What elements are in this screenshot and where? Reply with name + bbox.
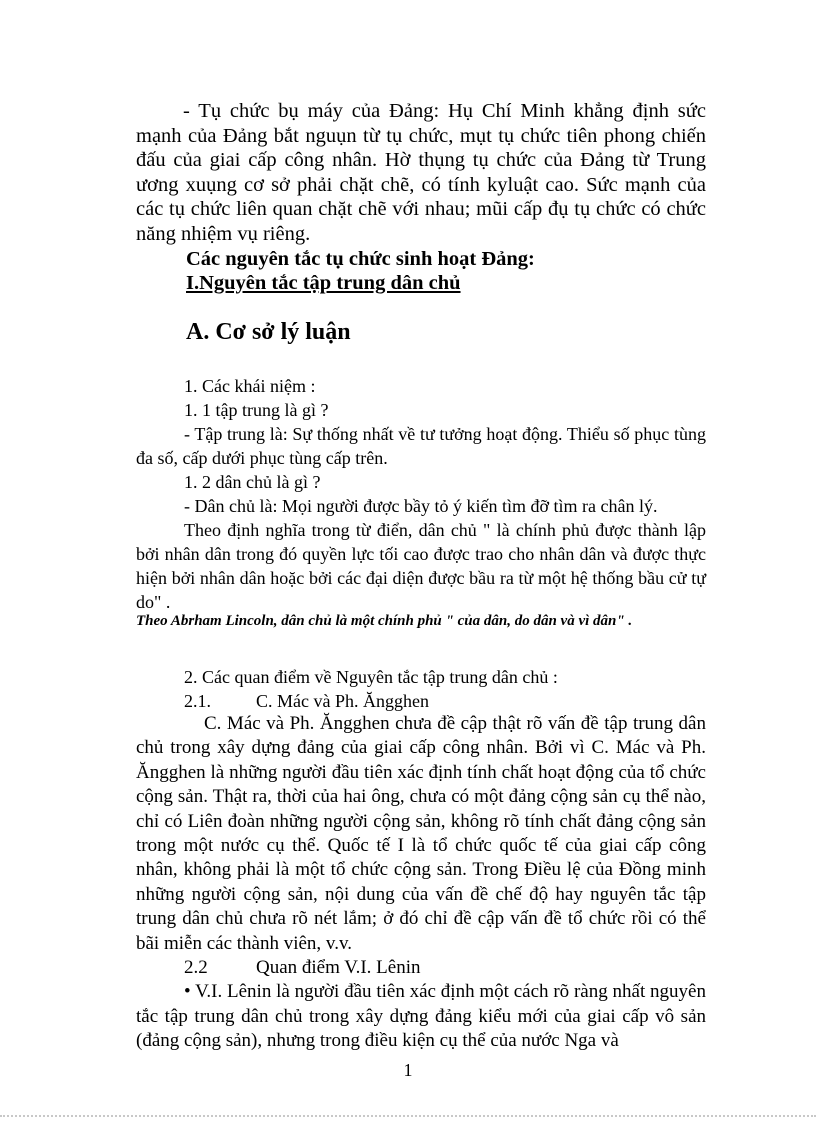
page-bottom-divider — [0, 1115, 816, 1117]
section-2-1-heading — [136, 689, 706, 713]
paragraph-lenin: • V.I. Lênin là người đầu tiên xác định một cách rõ ràng nhất nguyên tắc tập trung dân chủ trong xây dựng đảng kiểu mới của giai cấp vô sản (đảng cộng sản), nhưng trong điều kiện cụ thể của nước Nga và — [136, 981, 706, 1052]
item-1-2: 1. 2 dân chủ là gì ? — [184, 472, 321, 492]
definitions-block — [136, 374, 706, 614]
views-block — [136, 665, 706, 713]
section-2-1-number: 2.1. — [184, 691, 211, 711]
item-1: 1. Các khái niệm : — [184, 376, 316, 396]
heading-section-1: I.Nguyên tắc tập trung dân chủ — [186, 272, 461, 294]
body-block — [136, 712, 706, 1054]
item-1-1: 1. 1 tập trung là gì ? — [184, 400, 329, 420]
def-dan-chu: - Dân chủ là: Mọi người được bầy tỏ ý kiến tìm đỡ tìm ra chân lý. — [184, 496, 658, 516]
section-2-2-number: 2.2 — [184, 957, 208, 979]
page-number: 1 — [403, 1060, 413, 1080]
section-2-2-title: Quan điểm V.I. Lênin — [256, 957, 421, 979]
paragraph-marx: C. Mác và Ph. Ăngghen chưa đề cập thật rõ vấn đề tập trung dân chủ trong xây dựng đảng của giai cấp công nhân. Bởi vì C. Mác và Ph. Ăngghen là những người đầu tiên xác định tính chất hoạt động của tổ chức cộng sản. Thật ra, thời của hai ông, chưa có một đảng cộng sản cụ thể nào, chỉ có Liên đoàn những người cộng sản, không rõ tính chất đảng cộng sản trong một nước cụ thể. Quốc tế I là tổ chức quốc tế của giai cấp công nhân, không phải là một tổ chức cộng sản. Trong Điều lệ của Đồng minh những người cộng sản, nội dung của vấn đề chế độ hay nguyên tắc tập trung dân chủ chưa rõ nét lắm; ở đó chỉ đề cập vấn đề tổ chức rồi có thể bãi miễn các thành viên, v.v. — [136, 713, 706, 954]
def-tap-trung: - Tập trung là: Sự thống nhất về tư tưởng hoạt động. Thiểu số phục tùng đa số, cấp dưới phục tùng cấp trên. — [136, 424, 706, 468]
section-2-2-heading — [136, 956, 706, 980]
heading-a: A. Cơ sở lý luận — [186, 319, 351, 345]
section-2-1-title: C. Mác và Ph. Ăngghen — [256, 691, 429, 711]
item-2: 2. Các quan điểm về Nguyên tắc tập trung dân chủ : — [184, 667, 558, 687]
heading-principles: Các nguyên tắc tụ chức sinh hoạt Đảng: — [186, 248, 535, 270]
dictionary-definition: Theo định nghĩa trong từ điển, dân chủ " là chính phủ được thành lập bởi nhân dân trong đó quyền lực tối cao được trao cho nhân dân và được thực hiện bởi nhân dân hoặc bởi các đại diện được bầu ra từ một hệ thống bầu cử tự do" . — [136, 520, 706, 612]
lincoln-quote: Theo Abrham Lincoln, dân chủ là một chính phủ " của dân, do dân và vì dân" . — [136, 613, 633, 629]
intro-paragraph: - Tụ chức bụ máy của Đảng: Hụ Chí Minh khẳng định sức mạnh của Đảng bắt nguụn từ tụ chức, mụt tụ chức tiên phong chiến đấu của giai cấp công nhân. Hờ thụng tụ chức của Đảng từ Trung ương xuụng cơ sở phải chặt chẽ, có tính kyluật cao. Sức mạnh của các tụ chức liên quan chặt chẽ với nhau; mũi cấp đụ tụ chức có chức năng nhiệm vụ riêng. — [136, 100, 706, 245]
